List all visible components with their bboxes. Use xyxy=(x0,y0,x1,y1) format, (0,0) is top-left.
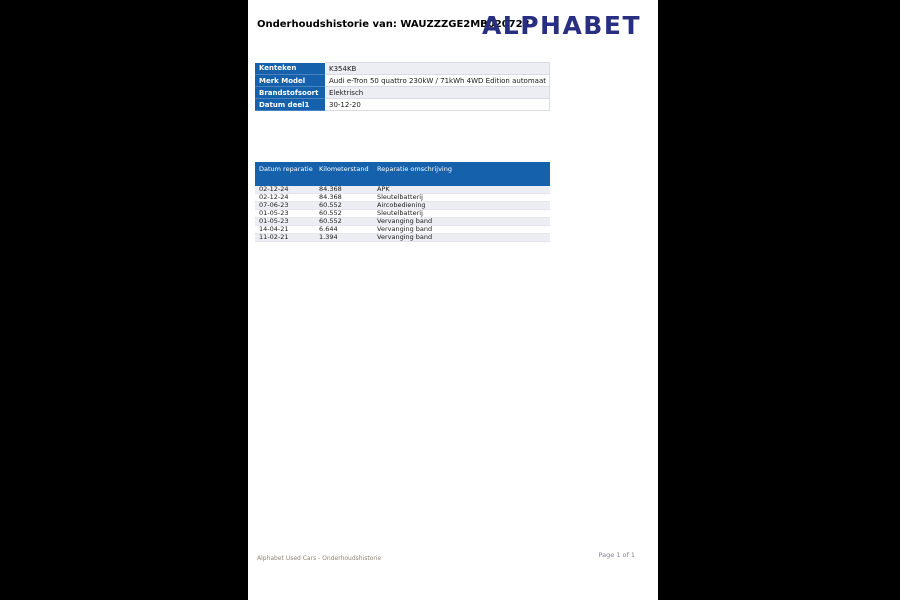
vehicle-info-value: Audi e-Tron 50 quattro 230kW / 71kWh 4WD Edition automaat xyxy=(325,75,550,87)
repair-date: 02-12-24 xyxy=(255,194,315,202)
column-header-reparatie-omschrijving: Reparatie omschrijving xyxy=(373,162,550,186)
table-row xyxy=(255,87,550,99)
repair-date: 02-12-24 xyxy=(255,186,315,194)
table-row xyxy=(255,218,550,226)
table-row xyxy=(255,99,550,111)
document-page xyxy=(248,0,658,600)
repair-mileage: 1.394 xyxy=(315,234,373,242)
page-title: Onderhoudshistorie van: WAUZZZGE2MB020728 xyxy=(257,19,530,30)
vehicle-info-value: K354KB xyxy=(325,63,550,75)
table-row xyxy=(255,202,550,210)
table-row xyxy=(255,186,550,194)
table-row xyxy=(255,234,550,242)
repair-description: Sleutelbatterij xyxy=(373,210,550,218)
column-header-kilometerstand: Kilometerstand xyxy=(315,162,373,186)
vehicle-info-label: Merk Model xyxy=(255,75,325,87)
table-header-row xyxy=(255,162,550,186)
repair-date: 11-02-21 xyxy=(255,234,315,242)
repair-description: Vervanging band xyxy=(373,234,550,242)
repair-history-table xyxy=(255,162,550,242)
footer-document-label: Alphabet Used Cars - Onderhoudshistorie xyxy=(257,555,382,562)
table-row xyxy=(255,226,550,234)
repair-date: 01-05-23 xyxy=(255,210,315,218)
repair-description: Sleutelbatterij xyxy=(373,194,550,202)
repair-mileage: 60.552 xyxy=(315,218,373,226)
repair-date: 01-05-23 xyxy=(255,218,315,226)
alphabet-logo: ALPHABET xyxy=(481,11,641,40)
footer-page-number: Page 1 of 1 xyxy=(598,551,635,559)
repair-description: Aircobediening xyxy=(373,202,550,210)
vehicle-info-label: Kenteken xyxy=(255,63,325,75)
repair-mileage: 84.368 xyxy=(315,194,373,202)
vehicle-info-value: Elektrisch xyxy=(325,87,550,99)
repair-mileage: 60.552 xyxy=(315,210,373,218)
table-row xyxy=(255,210,550,218)
repair-description: APK xyxy=(373,186,550,194)
table-row xyxy=(255,75,550,87)
repair-mileage: 60.552 xyxy=(315,202,373,210)
repair-date: 14-04-21 xyxy=(255,226,315,234)
repair-mileage: 84.368 xyxy=(315,186,373,194)
column-header-datum-reparatie: Datum reparatie xyxy=(255,162,315,186)
table-row xyxy=(255,194,550,202)
table-row xyxy=(255,63,550,75)
repair-date: 07-06-23 xyxy=(255,202,315,210)
repair-description: Vervanging band xyxy=(373,226,550,234)
vehicle-info-label: Datum deel1 xyxy=(255,99,325,111)
vehicle-info-table xyxy=(255,62,550,111)
repair-description: Vervanging band xyxy=(373,218,550,226)
vehicle-info-value: 30-12-20 xyxy=(325,99,550,111)
vehicle-info-label: Brandstofsoort xyxy=(255,87,325,99)
repair-mileage: 6.644 xyxy=(315,226,373,234)
